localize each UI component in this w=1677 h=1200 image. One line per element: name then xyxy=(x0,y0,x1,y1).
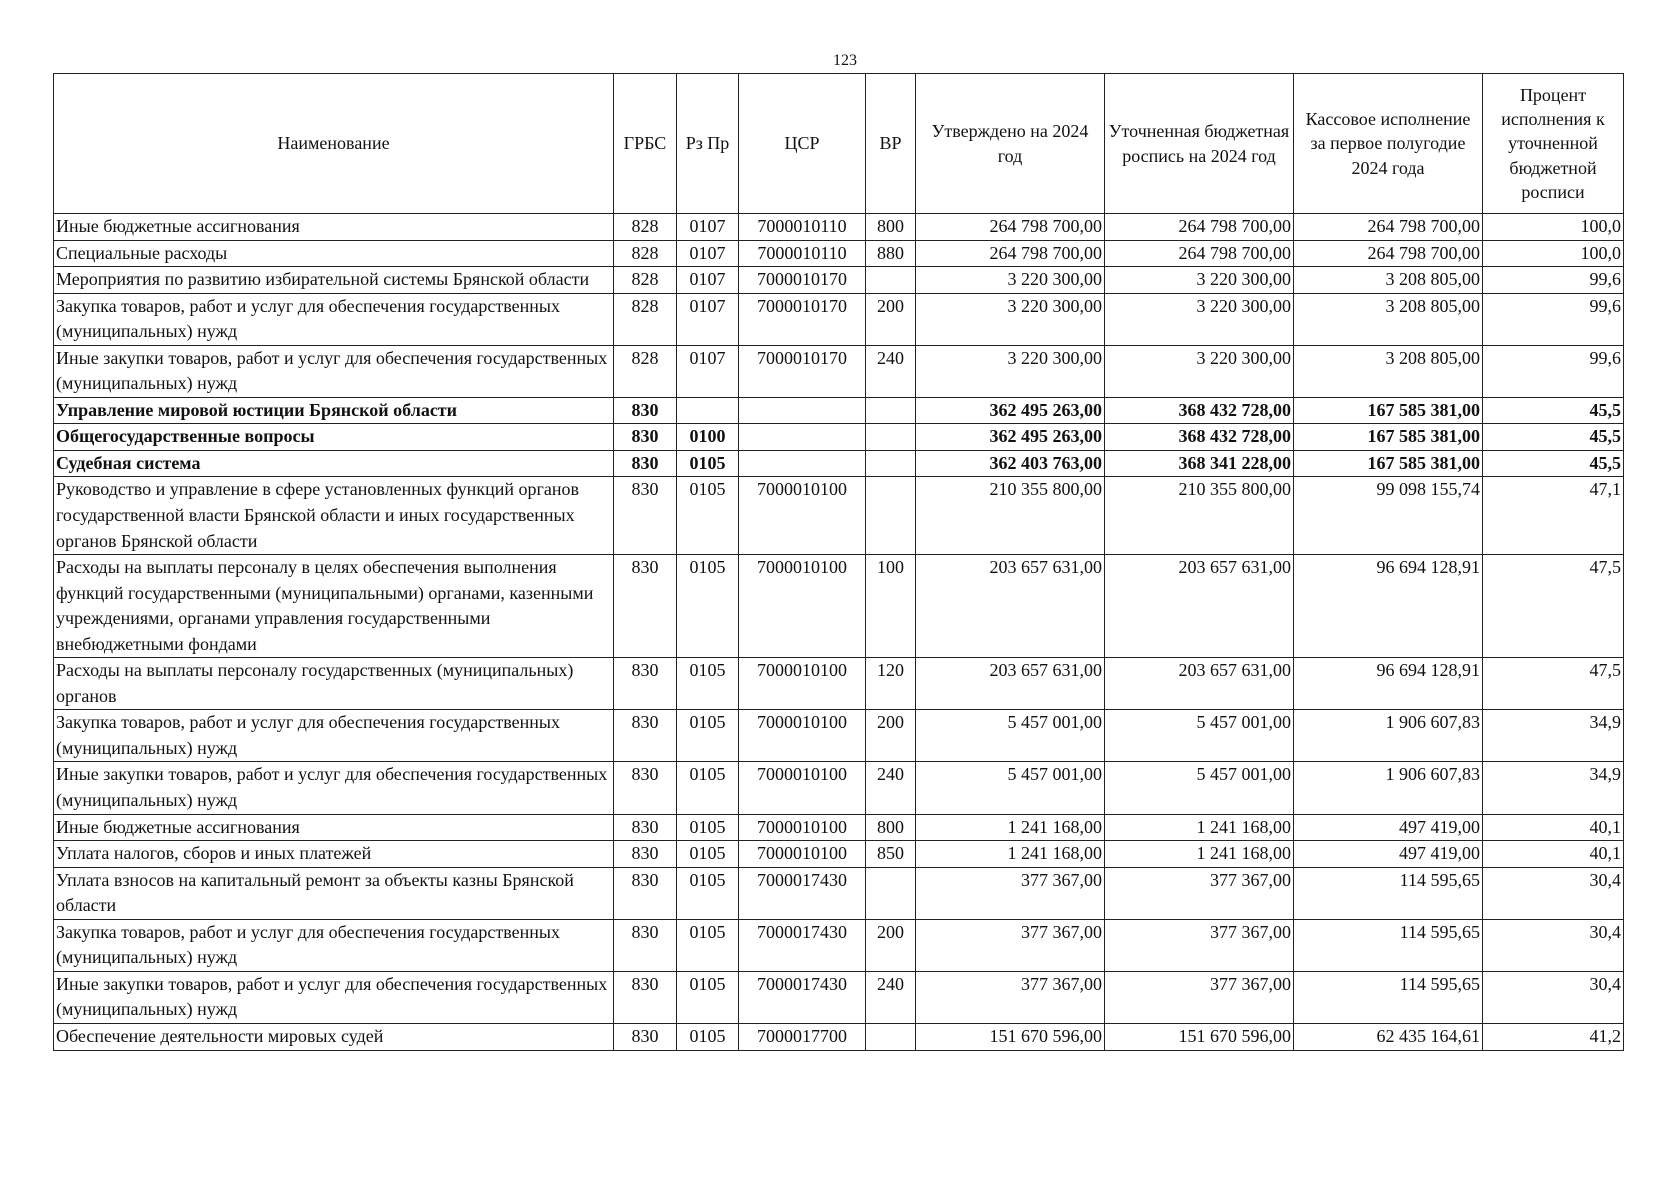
cell-grbs: 828 xyxy=(614,240,677,267)
cell-percent: 41,2 xyxy=(1483,1023,1624,1050)
cell-refined: 377 367,00 xyxy=(1105,971,1294,1023)
header-rzpr: Рз Пр xyxy=(677,74,739,214)
cell-refined: 264 798 700,00 xyxy=(1105,240,1294,267)
table-row xyxy=(54,919,1624,971)
cell-csr: 7000010170 xyxy=(739,267,866,294)
cell-rzpr: 0107 xyxy=(677,267,739,294)
table-row xyxy=(54,214,1624,241)
cell-percent: 30,4 xyxy=(1483,919,1624,971)
cell-name: Судебная система xyxy=(54,450,614,477)
cell-refined: 151 670 596,00 xyxy=(1105,1023,1294,1050)
cell-vr xyxy=(866,477,916,555)
cell-grbs: 830 xyxy=(614,477,677,555)
cell-cash: 114 595,65 xyxy=(1294,867,1483,919)
cell-grbs: 830 xyxy=(614,762,677,814)
cell-vr: 800 xyxy=(866,214,916,241)
cell-name: Уплата налогов, сборов и иных платежей xyxy=(54,841,614,868)
cell-rzpr: 0105 xyxy=(677,1023,739,1050)
table-row xyxy=(54,293,1624,345)
cell-rzpr: 0105 xyxy=(677,710,739,762)
cell-vr: 200 xyxy=(866,710,916,762)
table-row xyxy=(54,477,1624,555)
cell-refined: 1 241 168,00 xyxy=(1105,814,1294,841)
table-row xyxy=(54,450,1624,477)
cell-cash: 497 419,00 xyxy=(1294,841,1483,868)
cell-refined: 3 220 300,00 xyxy=(1105,267,1294,294)
cell-percent: 34,9 xyxy=(1483,710,1624,762)
cell-csr: 7000010110 xyxy=(739,214,866,241)
cell-refined: 377 367,00 xyxy=(1105,867,1294,919)
cell-csr: 7000010100 xyxy=(739,477,866,555)
cell-refined: 1 241 168,00 xyxy=(1105,841,1294,868)
cell-refined: 210 355 800,00 xyxy=(1105,477,1294,555)
cell-name: Иные закупки товаров, работ и услуг для обеспечения государственных (муниципальных) нужд xyxy=(54,971,614,1023)
cell-percent: 40,1 xyxy=(1483,841,1624,868)
cell-rzpr: 0107 xyxy=(677,214,739,241)
cell-name: Мероприятия по развитию избирательной системы Брянской области xyxy=(54,267,614,294)
table-row xyxy=(54,240,1624,267)
cell-rzpr: 0105 xyxy=(677,814,739,841)
cell-csr xyxy=(739,424,866,451)
cell-grbs: 830 xyxy=(614,397,677,424)
cell-percent: 100,0 xyxy=(1483,214,1624,241)
cell-vr: 100 xyxy=(866,555,916,658)
cell-percent: 34,9 xyxy=(1483,762,1624,814)
table-row xyxy=(54,267,1624,294)
cell-vr: 850 xyxy=(866,841,916,868)
cell-approved: 362 495 263,00 xyxy=(916,424,1105,451)
cell-percent: 40,1 xyxy=(1483,814,1624,841)
cell-rzpr: 0107 xyxy=(677,240,739,267)
cell-name: Специальные расходы xyxy=(54,240,614,267)
cell-rzpr: 0105 xyxy=(677,919,739,971)
cell-approved: 377 367,00 xyxy=(916,971,1105,1023)
cell-name: Общегосударственные вопросы xyxy=(54,424,614,451)
cell-rzpr xyxy=(677,397,739,424)
cell-rzpr: 0105 xyxy=(677,477,739,555)
cell-grbs: 830 xyxy=(614,841,677,868)
cell-vr: 200 xyxy=(866,293,916,345)
header-grbs: ГРБС xyxy=(614,74,677,214)
cell-cash: 114 595,65 xyxy=(1294,919,1483,971)
cell-percent: 47,5 xyxy=(1483,658,1624,710)
cell-cash: 114 595,65 xyxy=(1294,971,1483,1023)
cell-rzpr: 0105 xyxy=(677,971,739,1023)
cell-refined: 368 432 728,00 xyxy=(1105,424,1294,451)
table-row xyxy=(54,971,1624,1023)
cell-approved: 362 495 263,00 xyxy=(916,397,1105,424)
table-body xyxy=(54,214,1624,1051)
cell-grbs: 830 xyxy=(614,710,677,762)
cell-csr xyxy=(739,450,866,477)
cell-grbs: 828 xyxy=(614,267,677,294)
cell-name: Иные бюджетные ассигнования xyxy=(54,814,614,841)
cell-refined: 203 657 631,00 xyxy=(1105,658,1294,710)
cell-vr xyxy=(866,267,916,294)
cell-cash: 167 585 381,00 xyxy=(1294,450,1483,477)
cell-rzpr: 0105 xyxy=(677,841,739,868)
table-row xyxy=(54,710,1624,762)
cell-refined: 368 341 228,00 xyxy=(1105,450,1294,477)
cell-vr: 200 xyxy=(866,919,916,971)
cell-percent: 99,6 xyxy=(1483,293,1624,345)
cell-name: Иные бюджетные ассигнования xyxy=(54,214,614,241)
cell-csr: 7000017430 xyxy=(739,919,866,971)
table-row xyxy=(54,555,1624,658)
cell-grbs: 830 xyxy=(614,424,677,451)
cell-rzpr: 0100 xyxy=(677,424,739,451)
cell-cash: 167 585 381,00 xyxy=(1294,424,1483,451)
table-row xyxy=(54,867,1624,919)
cell-refined: 3 220 300,00 xyxy=(1105,293,1294,345)
cell-percent: 99,6 xyxy=(1483,345,1624,397)
header-csr: ЦСР xyxy=(739,74,866,214)
cell-vr xyxy=(866,397,916,424)
table-row xyxy=(54,1023,1624,1050)
cell-csr: 7000017700 xyxy=(739,1023,866,1050)
cell-csr: 7000010170 xyxy=(739,345,866,397)
cell-percent: 47,5 xyxy=(1483,555,1624,658)
cell-approved: 5 457 001,00 xyxy=(916,710,1105,762)
cell-grbs: 830 xyxy=(614,919,677,971)
table-row xyxy=(54,841,1624,868)
cell-percent: 30,4 xyxy=(1483,867,1624,919)
cell-rzpr: 0107 xyxy=(677,345,739,397)
cell-approved: 5 457 001,00 xyxy=(916,762,1105,814)
cell-percent: 30,4 xyxy=(1483,971,1624,1023)
cell-vr xyxy=(866,450,916,477)
cell-cash: 3 208 805,00 xyxy=(1294,293,1483,345)
cell-name: Руководство и управление в сфере установленных функций органов государственной власти Брянской области и иных государственных органов Брянской области xyxy=(54,477,614,555)
cell-percent: 47,1 xyxy=(1483,477,1624,555)
cell-rzpr: 0105 xyxy=(677,555,739,658)
table-row xyxy=(54,397,1624,424)
cell-approved: 264 798 700,00 xyxy=(916,214,1105,241)
cell-name: Расходы на выплаты персоналу в целях обеспечения выполнения функций государственными (муниципальными) органами, казенными учреждениями, органами управления государственными внебюджетными фондами xyxy=(54,555,614,658)
header-refined: Уточненная бюджетная роспись на 2024 год xyxy=(1105,74,1294,214)
cell-rzpr: 0105 xyxy=(677,867,739,919)
budget-table xyxy=(53,73,1624,1051)
cell-approved: 210 355 800,00 xyxy=(916,477,1105,555)
cell-approved: 3 220 300,00 xyxy=(916,345,1105,397)
cell-csr: 7000010100 xyxy=(739,762,866,814)
header-name: Наименование xyxy=(54,74,614,214)
table-row xyxy=(54,345,1624,397)
cell-csr: 7000010100 xyxy=(739,555,866,658)
cell-refined: 5 457 001,00 xyxy=(1105,762,1294,814)
cell-grbs: 828 xyxy=(614,345,677,397)
cell-cash: 62 435 164,61 xyxy=(1294,1023,1483,1050)
cell-rzpr: 0105 xyxy=(677,450,739,477)
cell-grbs: 830 xyxy=(614,971,677,1023)
cell-refined: 3 220 300,00 xyxy=(1105,345,1294,397)
cell-percent: 45,5 xyxy=(1483,450,1624,477)
cell-csr: 7000017430 xyxy=(739,971,866,1023)
cell-percent: 45,5 xyxy=(1483,424,1624,451)
cell-rzpr: 0105 xyxy=(677,762,739,814)
cell-grbs: 830 xyxy=(614,1023,677,1050)
cell-refined: 5 457 001,00 xyxy=(1105,710,1294,762)
cell-cash: 264 798 700,00 xyxy=(1294,240,1483,267)
cell-vr xyxy=(866,867,916,919)
cell-grbs: 830 xyxy=(614,555,677,658)
cell-approved: 264 798 700,00 xyxy=(916,240,1105,267)
cell-name: Уплата взносов на капитальный ремонт за объекты казны Брянской области xyxy=(54,867,614,919)
table-row xyxy=(54,814,1624,841)
cell-approved: 377 367,00 xyxy=(916,919,1105,971)
cell-csr: 7000010100 xyxy=(739,710,866,762)
cell-percent: 100,0 xyxy=(1483,240,1624,267)
cell-refined: 203 657 631,00 xyxy=(1105,555,1294,658)
cell-rzpr: 0105 xyxy=(677,658,739,710)
cell-vr xyxy=(866,424,916,451)
cell-name: Закупка товаров, работ и услуг для обеспечения государственных (муниципальных) нужд xyxy=(54,919,614,971)
cell-csr: 7000010100 xyxy=(739,658,866,710)
table-row xyxy=(54,658,1624,710)
cell-csr: 7000017430 xyxy=(739,867,866,919)
cell-name: Иные закупки товаров, работ и услуг для обеспечения государственных (муниципальных) нужд xyxy=(54,345,614,397)
cell-cash: 497 419,00 xyxy=(1294,814,1483,841)
cell-approved: 3 220 300,00 xyxy=(916,267,1105,294)
page-number: 123 xyxy=(833,52,857,69)
cell-approved: 203 657 631,00 xyxy=(916,658,1105,710)
cell-percent: 99,6 xyxy=(1483,267,1624,294)
cell-approved: 203 657 631,00 xyxy=(916,555,1105,658)
cell-csr: 7000010100 xyxy=(739,841,866,868)
cell-name: Закупка товаров, работ и услуг для обеспечения государственных (муниципальных) нужд xyxy=(54,293,614,345)
table-row xyxy=(54,424,1624,451)
cell-approved: 362 403 763,00 xyxy=(916,450,1105,477)
cell-name: Управление мировой юстиции Брянской области xyxy=(54,397,614,424)
table-row xyxy=(54,762,1624,814)
cell-approved: 1 241 168,00 xyxy=(916,841,1105,868)
cell-vr: 880 xyxy=(866,240,916,267)
cell-cash: 1 906 607,83 xyxy=(1294,762,1483,814)
cell-grbs: 830 xyxy=(614,658,677,710)
cell-cash: 167 585 381,00 xyxy=(1294,397,1483,424)
cell-approved: 151 670 596,00 xyxy=(916,1023,1105,1050)
cell-csr: 7000010100 xyxy=(739,814,866,841)
cell-name: Расходы на выплаты персоналу государственных (муниципальных) органов xyxy=(54,658,614,710)
header-percent: Процент исполнения к уточненной бюджетной росписи xyxy=(1483,74,1624,214)
cell-grbs: 830 xyxy=(614,867,677,919)
cell-grbs: 828 xyxy=(614,293,677,345)
cell-vr: 800 xyxy=(866,814,916,841)
cell-approved: 1 241 168,00 xyxy=(916,814,1105,841)
cell-cash: 99 098 155,74 xyxy=(1294,477,1483,555)
cell-approved: 3 220 300,00 xyxy=(916,293,1105,345)
cell-vr xyxy=(866,1023,916,1050)
header-cash: Кассовое исполнение за первое полугодие 2024 года xyxy=(1294,74,1483,214)
cell-cash: 3 208 805,00 xyxy=(1294,345,1483,397)
cell-name: Закупка товаров, работ и услуг для обеспечения государственных (муниципальных) нужд xyxy=(54,710,614,762)
cell-approved: 377 367,00 xyxy=(916,867,1105,919)
cell-csr xyxy=(739,397,866,424)
cell-vr: 240 xyxy=(866,345,916,397)
cell-vr: 120 xyxy=(866,658,916,710)
cell-cash: 1 906 607,83 xyxy=(1294,710,1483,762)
header-approved: Утверждено на 2024 год xyxy=(916,74,1105,214)
cell-name: Обеспечение деятельности мировых судей xyxy=(54,1023,614,1050)
cell-csr: 7000010110 xyxy=(739,240,866,267)
cell-csr: 7000010170 xyxy=(739,293,866,345)
cell-grbs: 830 xyxy=(614,814,677,841)
cell-cash: 264 798 700,00 xyxy=(1294,214,1483,241)
cell-cash: 96 694 128,91 xyxy=(1294,555,1483,658)
cell-rzpr: 0107 xyxy=(677,293,739,345)
cell-refined: 368 432 728,00 xyxy=(1105,397,1294,424)
cell-refined: 264 798 700,00 xyxy=(1105,214,1294,241)
cell-vr: 240 xyxy=(866,762,916,814)
cell-name: Иные закупки товаров, работ и услуг для обеспечения государственных (муниципальных) нужд xyxy=(54,762,614,814)
cell-cash: 96 694 128,91 xyxy=(1294,658,1483,710)
cell-grbs: 830 xyxy=(614,450,677,477)
cell-percent: 45,5 xyxy=(1483,397,1624,424)
header-vr: ВР xyxy=(866,74,916,214)
cell-grbs: 828 xyxy=(614,214,677,241)
cell-cash: 3 208 805,00 xyxy=(1294,267,1483,294)
cell-vr: 240 xyxy=(866,971,916,1023)
cell-refined: 377 367,00 xyxy=(1105,919,1294,971)
header-row xyxy=(54,74,1624,214)
